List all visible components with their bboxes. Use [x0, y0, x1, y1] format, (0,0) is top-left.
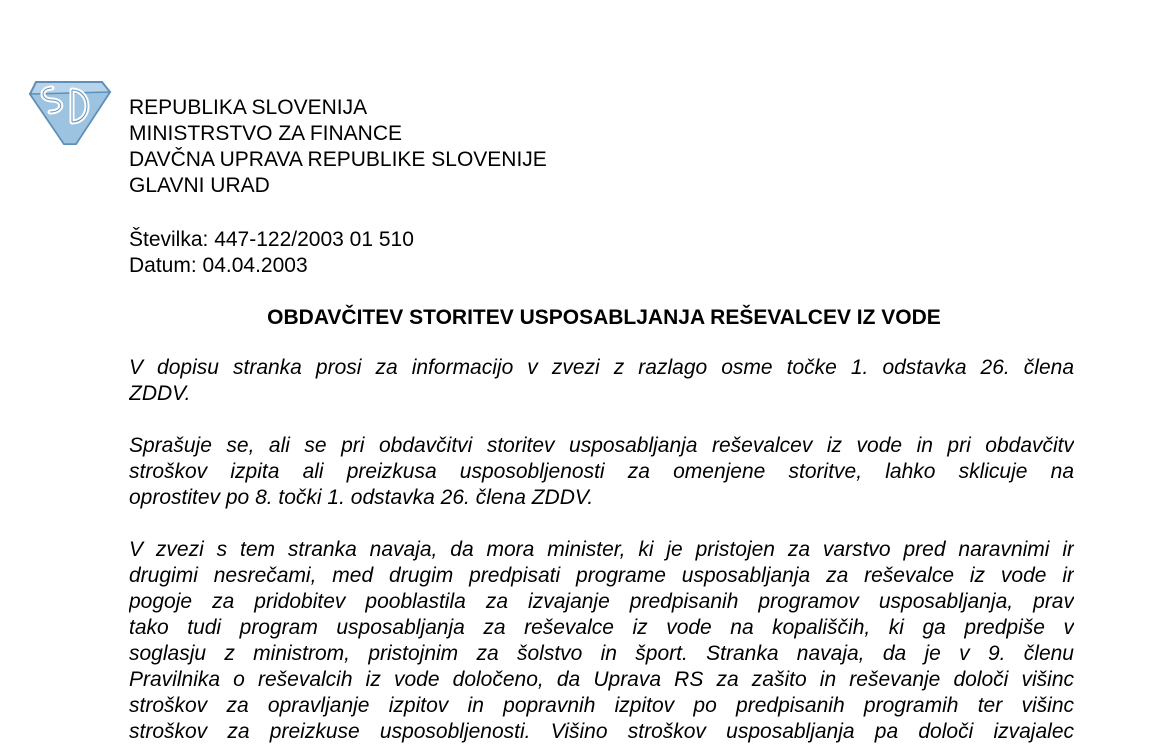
paragraph — [129, 537, 1074, 745]
issuer-line: MINISTRSTVO ZA FINANCE — [129, 122, 403, 145]
document-body — [129, 355, 1074, 755]
paragraph-line: pogoje za pridobitev pooblastila za izvajanje predpisanih programov usposabljanja, prav — [129, 590, 1074, 613]
paragraph-line: V zvezi s tem stranka navaja, da mora minister, ki je pristojen za varstvo pred naravnimi ir — [129, 538, 1074, 561]
paragraph-line: stroškov za opravljanje izpitov in popravnih izpitov po predpisanih programih ter višinc — [129, 694, 1074, 717]
paragraph-line: tako tudi program usposabljanja za reševalce iz vode na kopališčih, ki ga predpiše v — [129, 616, 1074, 639]
paragraph-line: Pravilnika o reševalcih iz vode določeno, da Uprava RS za zašito in reševanje določi višinc — [129, 668, 1074, 691]
paragraph-gap — [129, 407, 1074, 433]
document-date: Datum: 04.04.2003 — [129, 254, 308, 277]
issuer-line: GLAVNI URAD — [129, 174, 270, 197]
document-title: OBDAVČITEV STORITEV USPOSABLJANJA REŠEVALCEV IZ VODE — [267, 306, 941, 329]
document-meta — [129, 227, 414, 279]
paragraph — [129, 355, 1074, 407]
paragraph-line: stroškov za preizkuse usposobljenosti. Višino stroškov usposabljanja pa določi izvajalec — [129, 720, 1074, 743]
paragraph-line: drugimi nesrečami, med drugim predpisati programe usposabljanja za reševalce iz vode ir — [129, 564, 1074, 587]
paragraph — [129, 433, 1074, 511]
logo-diamond — [30, 82, 110, 144]
paragraph-gap — [129, 511, 1074, 537]
document-number: Številka: 447-122/2003 01 510 — [129, 228, 414, 251]
paragraph-line: Sprašuje se, ali se pri obdavčitvi storitev usposabljanja reševalcev iz vode in pri obdavčitv — [129, 434, 1074, 457]
paragraph-line: oprostitev po 8. točki 1. odstavka 26. člena ZDDV. — [129, 486, 594, 509]
paragraph-line: soglasju z ministrom, pristojnim za šolstvo in šport. Stranka navaja, da je v 9. členu — [129, 642, 1074, 665]
issuer-line: DAVČNA UPRAVA REPUBLIKE SLOVENIJE — [129, 148, 547, 171]
durs-logo-icon — [26, 78, 112, 148]
issuer-line: REPUBLIKA SLOVENIJA — [129, 96, 368, 119]
paragraph-line: stroškov izpita ali preizkusa usposobljenosti za omenjene storitve, lahko sklicuje na — [129, 460, 1074, 483]
paragraph-line: V dopisu stranka prosi za informacijo v zvezi z razlago osme točke 1. odstavka 26. člena — [129, 356, 1074, 379]
paragraph-line: ZDDV. — [129, 382, 191, 405]
issuer-block — [129, 95, 547, 199]
